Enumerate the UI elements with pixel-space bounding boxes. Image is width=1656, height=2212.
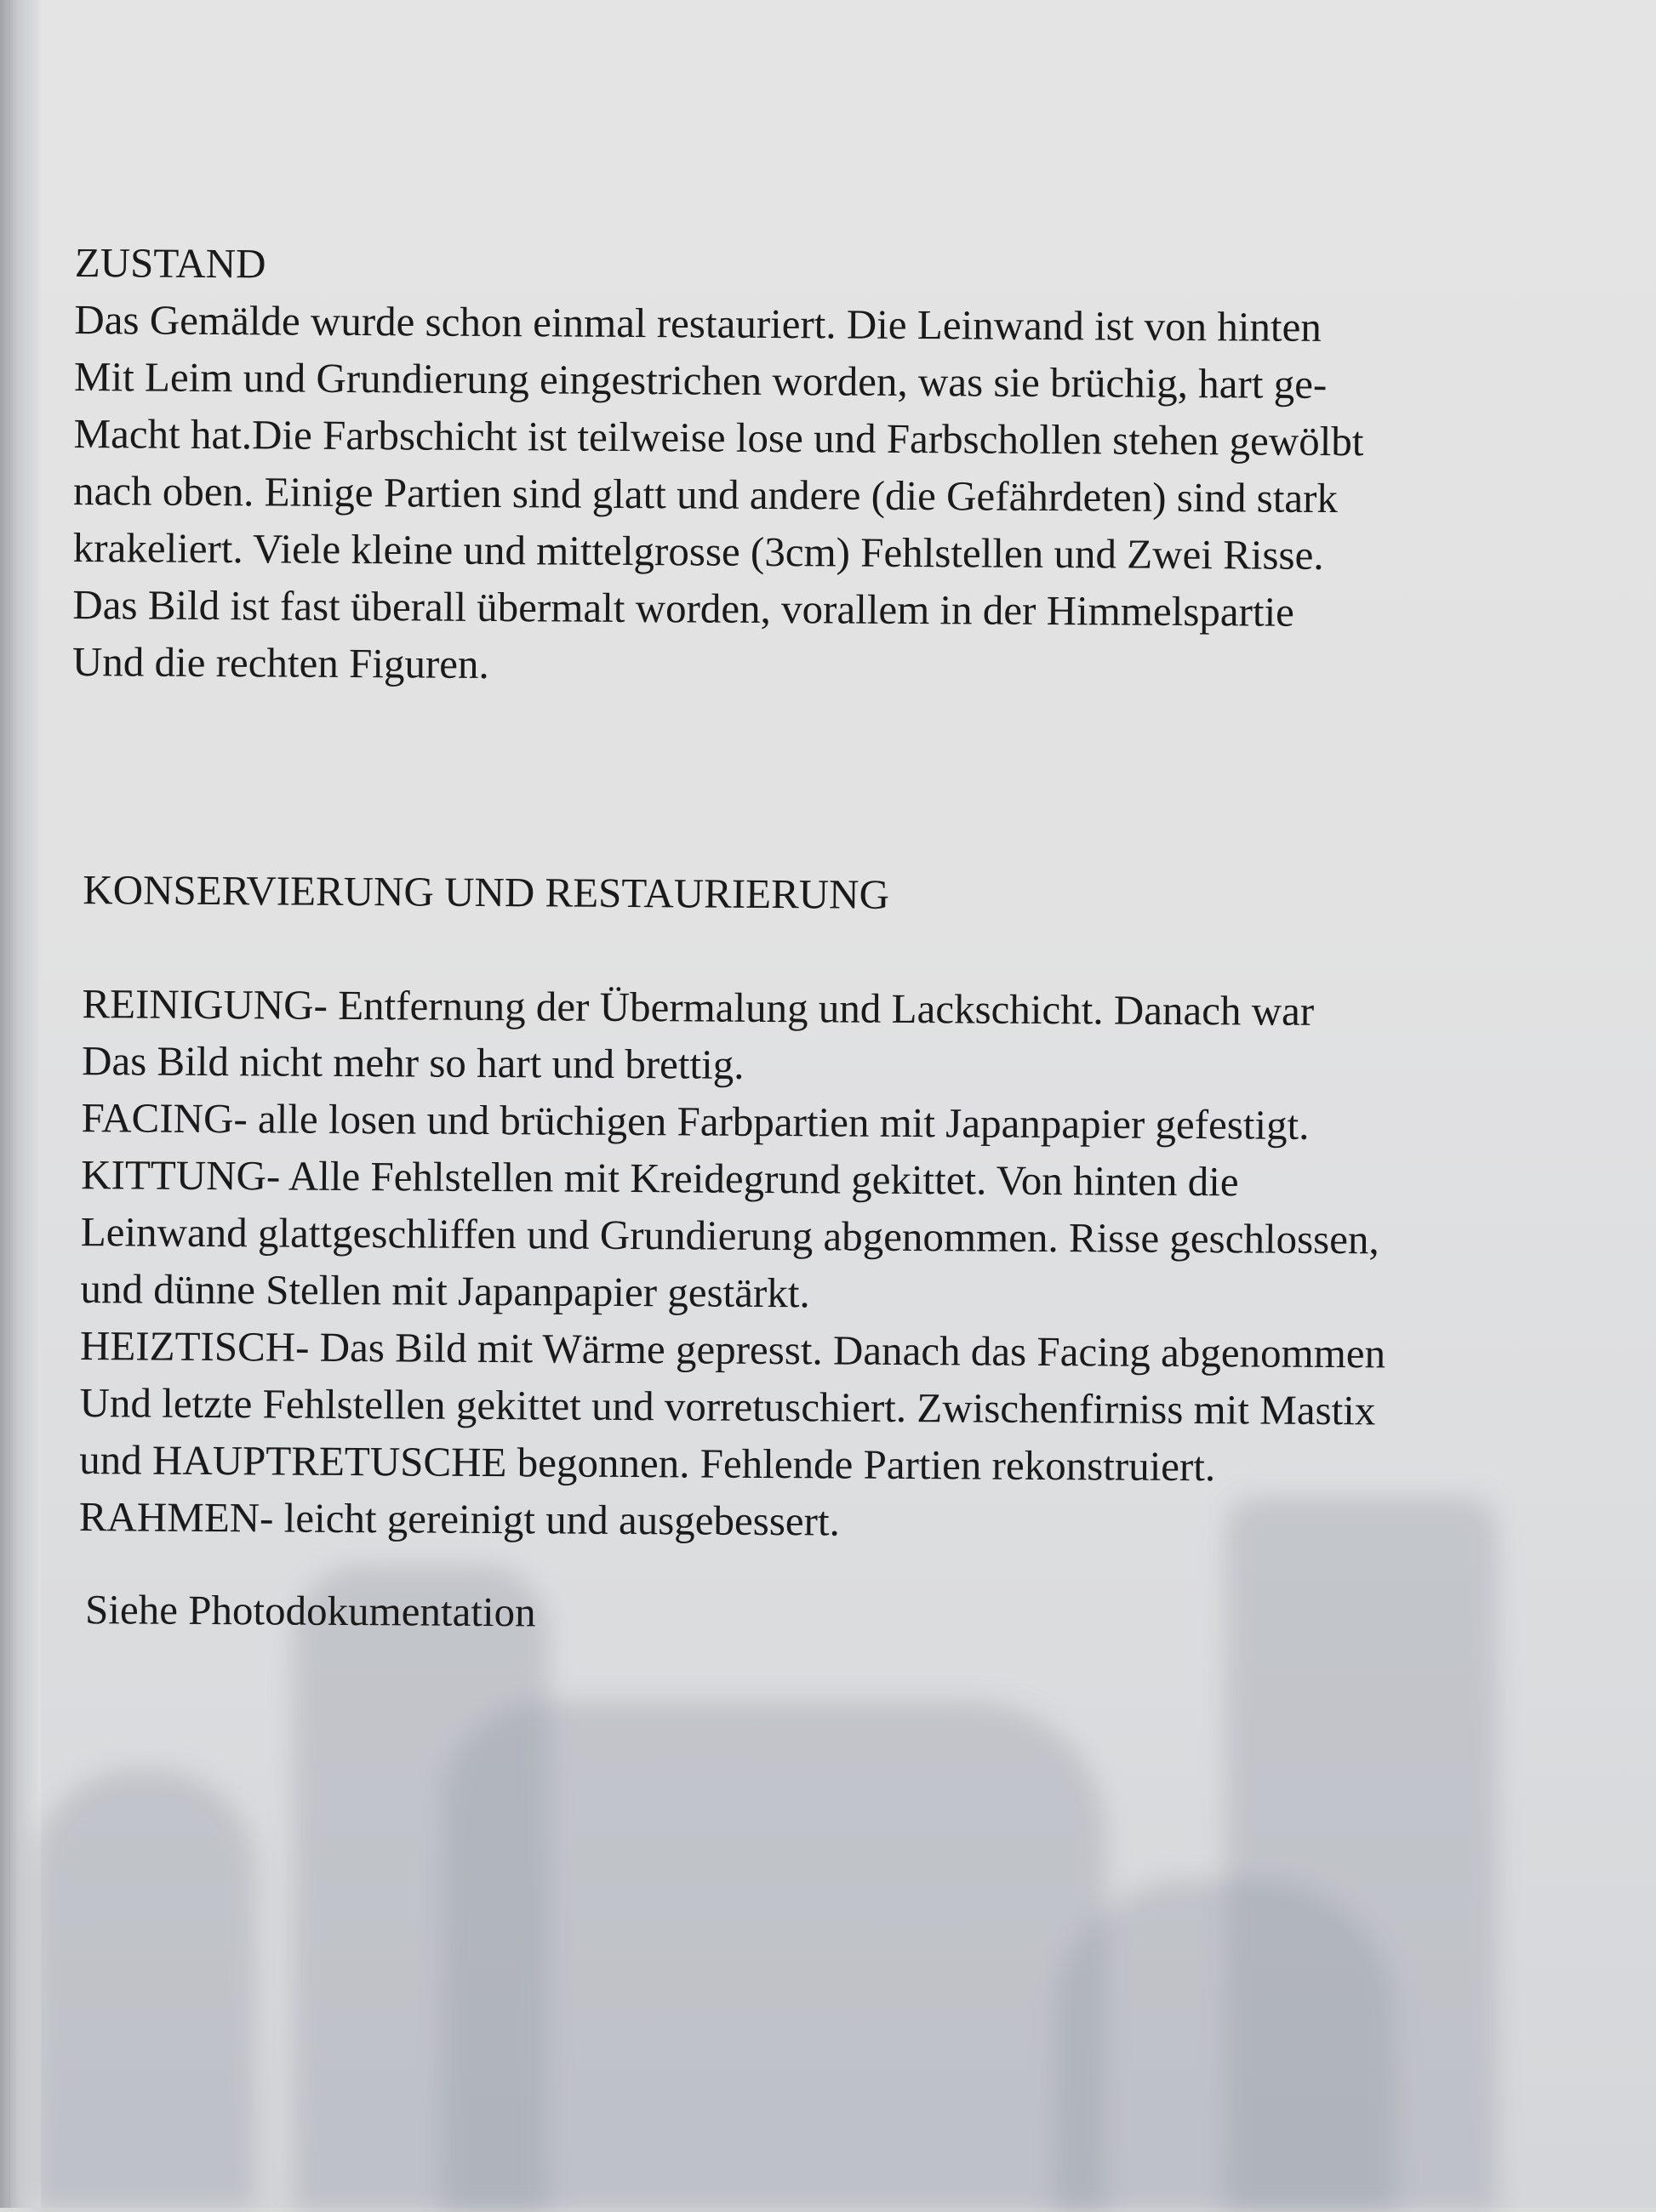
zustand-line: Das Bild ist fast überall übermalt worden, vorallem in der Himmelspartie [72,580,1295,636]
photo-shadow [34,1770,255,2208]
photo-shadow [443,1702,1106,2212]
treatment-line: und dünne Stellen mit Japanpapier gestärkt. [80,1265,810,1317]
zustand-line: Mit Leim und Grundierung eingestrichen worden, was sie brüchig, hart ge- [73,352,1328,408]
zustand-line: Das Gemälde wurde schon einmal restauriert. Die Leinwand ist von hinten [74,295,1322,351]
document-text [66,234,1573,1647]
treatment-line: Und letzte Fehlstellen gekittet und vorretuschiert. Zwischenfirniss mit Mastix [79,1379,1376,1434]
treatment-line: REINIGUNG- Entfernung der Übermalung und Lackschicht. Danach war [82,980,1315,1035]
zustand-line: Macht hat.Die Farbschicht ist teilweise lose und Farbschollen stehen gewölbt [73,409,1364,465]
treatment-line: HEIZTISCH- Das Bild mit Wärme gepresst. Danach das Facing abgenommen [79,1322,1386,1377]
section-heading-konservierung: KONSERVIERUNG UND RESTAURIERUNG [83,866,890,918]
zustand-line: nach oben. Einige Partien sind glatt und andere (die Gefährdeten) sind stark [72,466,1339,522]
treatment-line: Leinwand glattgeschliffen und Grundierung abgenommen. Risse geschlossen, [80,1208,1379,1263]
treatment-line: und HAUPTRETUSCHE begonnen. Fehlende Partien rekonstruiert. [79,1436,1216,1491]
treatment-line: RAHMEN- leicht gereinigt und ausgebessert. [78,1493,840,1545]
section-heading-zustand: ZUSTAND [74,238,266,288]
zustand-line: krakeliert. Viele kleine und mittelgrosse (3cm) Fehlstellen und Zwei Risse. [72,523,1324,579]
treatment-line: FACING- alle losen und brüchigen Farbpartien mit Japanpapier gefestigt. [81,1094,1310,1149]
binder-edge-line [9,0,10,2208]
spacer [83,918,1568,984]
zustand-line: Und die rechten Figuren. [71,637,489,687]
treatment-line: Das Bild nicht mehr so hart und brettig. [81,1037,745,1088]
treatment-line: KITTUNG- Alle Fehlstellen mit Kreidegrund gekittet. Von hinten die [81,1151,1239,1206]
footer-note: Siehe Photodokumentation [84,1586,536,1636]
spacer [71,690,1569,870]
